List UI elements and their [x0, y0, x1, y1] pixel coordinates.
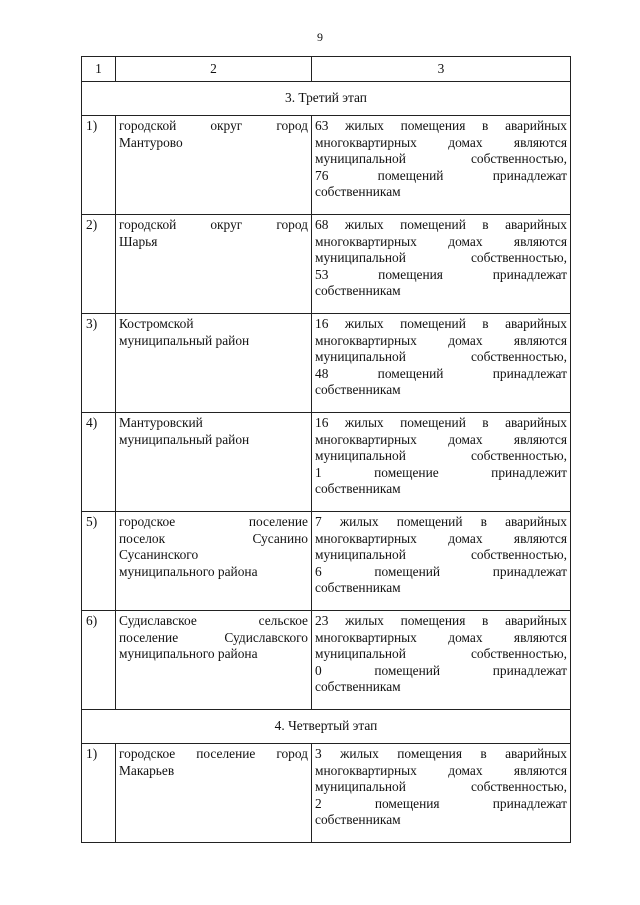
cell-line: муниципальной собственностью,: [315, 349, 567, 364]
housing-description: [312, 116, 571, 215]
row-number: 1): [82, 744, 116, 843]
cell-line: 68 жилых помещений в аварийных: [315, 217, 567, 232]
cell-line: городское поселение город: [119, 746, 308, 761]
cell-line: Макарьев: [119, 762, 175, 778]
cell-line: муниципальной собственностью,: [315, 250, 567, 265]
column-header-3: 3: [312, 57, 571, 82]
cell-line: городское поселение: [119, 514, 308, 529]
column-header-1: 1: [82, 57, 116, 82]
row-number: 4): [82, 413, 116, 512]
stage-title: 4. Четвертый этап: [82, 710, 571, 744]
housing-table: [81, 56, 571, 843]
table-row: [82, 215, 571, 314]
row-number: 5): [82, 512, 116, 611]
table-row: [82, 116, 571, 215]
stage-row: [82, 82, 571, 116]
cell-line: 0 помещений принадлежат: [315, 662, 567, 678]
housing-description: [312, 744, 571, 843]
cell-line: собственникам: [315, 812, 401, 827]
cell-line: собственникам: [315, 184, 401, 199]
cell-line: муниципальной собственностью,: [315, 448, 567, 463]
cell-line: 7 жилых помещений в аварийных: [315, 514, 567, 529]
cell-line: 23 жилых помещения в аварийных: [315, 613, 567, 628]
municipality-name: [116, 413, 312, 512]
cell-line: муниципальной собственностью,: [315, 779, 567, 794]
page-number: 9: [317, 30, 323, 44]
cell-line: 16 жилых помещений в аварийных: [315, 316, 567, 331]
cell-line: многоквартирных домах являются: [315, 233, 567, 249]
cell-line: 6 помещений принадлежат: [315, 563, 567, 579]
cell-line: муниципального района: [119, 563, 258, 579]
cell-line: многоквартирных домах являются: [315, 431, 567, 447]
table-row: [82, 512, 571, 611]
housing-description: [312, 611, 571, 710]
cell-line: многоквартирных домах являются: [315, 530, 567, 546]
cell-line: Костромской: [119, 316, 194, 331]
cell-line: собственникам: [315, 580, 401, 595]
cell-line: собственникам: [315, 382, 401, 397]
cell-line: муниципальной собственностью,: [315, 646, 567, 661]
cell-line: Судиславское сельское: [119, 613, 308, 628]
cell-line: 2 помещения принадлежат: [315, 795, 567, 811]
table-row: [82, 314, 571, 413]
row-number: 2): [82, 215, 116, 314]
table-row: [82, 744, 571, 843]
row-number: 1): [82, 116, 116, 215]
table-row: [82, 413, 571, 512]
municipality-name: [116, 116, 312, 215]
municipality-name: [116, 744, 312, 843]
stage-title: 3. Третий этап: [82, 82, 571, 116]
housing-description: [312, 314, 571, 413]
table-row: [82, 611, 571, 710]
row-number: 6): [82, 611, 116, 710]
cell-line: 1 помещение принадлежит: [315, 464, 567, 480]
row-number: 3): [82, 314, 116, 413]
cell-line: собственникам: [315, 283, 401, 298]
municipality-name: [116, 314, 312, 413]
cell-line: Мантурово: [119, 134, 183, 150]
cell-line: городской округ город: [119, 217, 308, 232]
cell-line: муниципального района: [119, 646, 258, 661]
housing-description: [312, 512, 571, 611]
cell-line: муниципальный район: [119, 431, 250, 447]
cell-line: 48 помещений принадлежат: [315, 365, 567, 381]
housing-description: [312, 413, 571, 512]
column-header-2: 2: [116, 57, 312, 82]
stage-row: [82, 710, 571, 744]
cell-line: поселение Судиславского: [119, 629, 308, 645]
cell-line: Мантуровский: [119, 415, 203, 430]
municipality-name: [116, 512, 312, 611]
cell-line: муниципальной собственностью,: [315, 151, 567, 166]
cell-line: многоквартирных домах являются: [315, 332, 567, 348]
cell-line: собственникам: [315, 679, 401, 694]
municipality-name: [116, 611, 312, 710]
table-header-row: [82, 57, 571, 82]
cell-line: 16 жилых помещений в аварийных: [315, 415, 567, 430]
municipality-name: [116, 215, 312, 314]
cell-line: Сусанинского: [119, 547, 199, 562]
cell-line: 63 жилых помещения в аварийных: [315, 118, 567, 133]
cell-line: Шарья: [119, 233, 158, 249]
housing-description: [312, 215, 571, 314]
cell-line: 3 жилых помещения в аварийных: [315, 746, 567, 761]
cell-line: муниципальный район: [119, 332, 250, 348]
cell-line: городской округ город: [119, 118, 308, 133]
cell-line: собственникам: [315, 481, 401, 496]
cell-line: муниципальной собственностью,: [315, 547, 567, 562]
cell-line: 53 помещения принадлежат: [315, 266, 567, 282]
cell-line: многоквартирных домах являются: [315, 134, 567, 150]
cell-line: 76 помещений принадлежат: [315, 167, 567, 183]
cell-line: многоквартирных домах являются: [315, 629, 567, 645]
cell-line: многоквартирных домах являются: [315, 762, 567, 778]
cell-line: поселок Сусанино: [119, 530, 308, 546]
